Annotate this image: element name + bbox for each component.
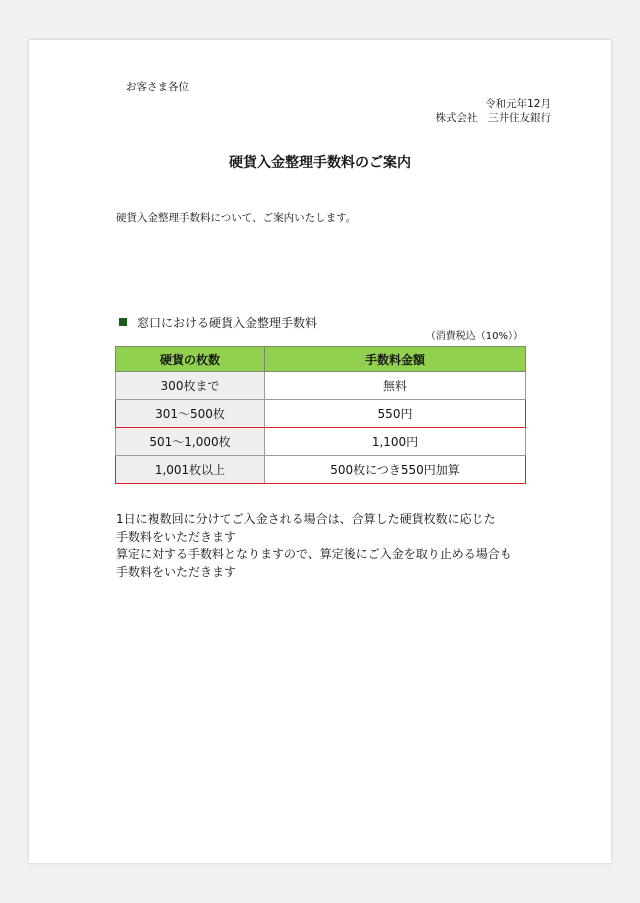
note-line: 手数料をいただきます bbox=[116, 564, 237, 579]
fee-cell: 500枚につき550円加算 bbox=[265, 456, 526, 484]
fee-cell: 1,100円 bbox=[265, 428, 526, 456]
coin-count-cell: 501～1,000枚 bbox=[116, 428, 265, 456]
document-page bbox=[29, 40, 611, 863]
table-row bbox=[116, 400, 526, 428]
fee-table bbox=[115, 346, 526, 484]
fee-cell: 無料 bbox=[265, 372, 526, 400]
issue-date: 令和元年12月 bbox=[485, 98, 551, 110]
coin-count-cell: 1,001枚以上 bbox=[116, 456, 265, 484]
header-fee-amount: 手数料金額 bbox=[265, 347, 526, 372]
table-row bbox=[116, 456, 526, 484]
header-coin-count: 硬貨の枚数 bbox=[116, 347, 265, 372]
section-heading-text: 窓口における硬貨入金整理手数料 bbox=[137, 316, 318, 330]
fee-cell: 550円 bbox=[265, 400, 526, 428]
notes-block bbox=[116, 511, 512, 581]
table-header-row bbox=[116, 347, 526, 372]
document-title: 硬貨入金整理手数料のご案内 bbox=[229, 155, 411, 171]
addressee: お客さま各位 bbox=[126, 81, 189, 93]
note-line: 算定に対する手数料となりますので、算定後にご入金を取り止める場合も bbox=[116, 547, 512, 561]
note-line: 1日に複数回に分けてご入金される場合は、合算した硬貨枚数に応じた bbox=[116, 512, 496, 526]
coin-count-cell: 301～500枚 bbox=[116, 400, 265, 428]
table-row bbox=[116, 428, 526, 456]
square-bullet-icon bbox=[119, 318, 127, 326]
sender-name: 株式会社 三井住友銀行 bbox=[435, 112, 551, 124]
coin-count-cell: 300枚まで bbox=[116, 372, 265, 400]
intro-text: 硬貨入金整理手数料について、ご案内いたします。 bbox=[116, 212, 357, 224]
section-heading bbox=[119, 314, 317, 331]
note-line: 手数料をいただきます bbox=[116, 529, 237, 544]
table-row bbox=[116, 372, 526, 400]
tax-note: （消費税込（10%）） bbox=[425, 331, 523, 342]
